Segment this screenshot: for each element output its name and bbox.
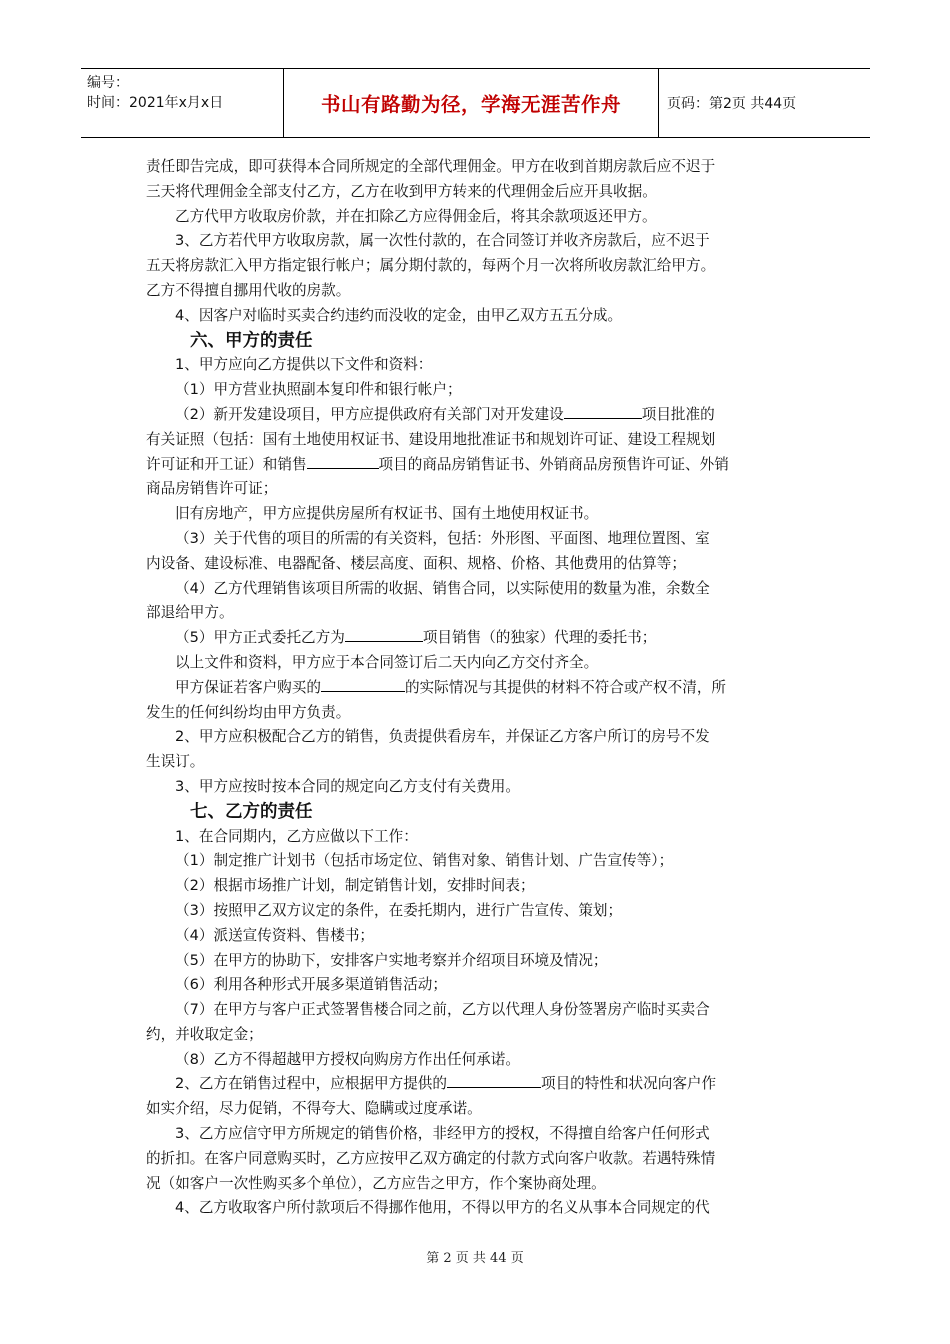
text: 2、乙方在销售过程中，应根据甲方提供的 xyxy=(175,1075,447,1093)
paragraph: 况（如客户一次性购买多个单位），乙方应告之甲方，作个案协商处理。 xyxy=(146,1174,606,1192)
paragraph: （7）在甲方与客户正式签署售楼合同之前，乙方以代理人身份签署房产临时买卖合 xyxy=(175,1001,710,1019)
blank-line xyxy=(307,454,379,469)
paragraph: 4、乙方收取客户所付款项后不得挪作他用，不得以甲方的名义从事本合同规定的代 xyxy=(175,1199,710,1217)
text: （2）新开发建设项目，甲方应提供政府有关部门对开发建设 xyxy=(175,405,564,423)
paragraph: 1、甲方应向乙方提供以下文件和资料： xyxy=(175,356,433,374)
paragraph xyxy=(146,676,806,701)
text: 项目的商品房销售证书、外销商品房预售许可证、外销 xyxy=(378,455,729,473)
text: 项目的特性和状况向客户作 xyxy=(540,1075,717,1093)
paragraph: （2）根据市场推广计划，制定销售计划，安排时间表； xyxy=(175,877,535,895)
paragraph: （1）甲方营业执照副本复印件和银行帐户； xyxy=(175,381,462,399)
blank-line xyxy=(564,404,642,419)
page-footer: 第 2 页 共 44 页 xyxy=(426,1251,524,1266)
paragraph: 约，并收取定金； xyxy=(146,1025,263,1043)
paragraph: 生误订。 xyxy=(146,753,205,771)
paragraph: （5）在甲方的协助下，安排客户实地考察并介绍项目环境及情况； xyxy=(175,951,608,969)
paragraph: （6）利用各种形式开展多渠道销售活动； xyxy=(175,976,447,994)
text: 许可证和开工证）和销售 xyxy=(146,455,307,473)
paragraph: 乙方不得擅自挪用代收的房款。 xyxy=(146,281,351,299)
paragraph: 发生的任何纠纷均由甲方负责。 xyxy=(146,703,351,721)
document-body xyxy=(146,155,806,1221)
paragraph: 3、甲方应按时按本合同的规定向乙方支付有关费用。 xyxy=(175,777,520,795)
time-label: 时间：2021年x月x日 xyxy=(87,95,224,111)
paragraph: 商品房销售许可证； xyxy=(146,480,278,498)
paragraph: （3）按照甲乙双方议定的条件，在委托期内，进行广告宣传、策划； xyxy=(175,901,623,919)
text: 甲方保证若客户购买的 xyxy=(175,678,321,696)
paragraph: 以上文件和资料，甲方应于本合同签订后二天内向乙方交付齐全。 xyxy=(175,653,599,671)
paragraph xyxy=(146,453,806,478)
paragraph: 有关证照（包括：国有土地使用权证书、建设用地批准证书和规划许可证、建设工程规划 xyxy=(146,430,716,448)
number-label: 编号： xyxy=(87,75,129,91)
paragraph: 内设备、建设标准、电器配备、楼层高度、面积、规格、价格、其他费用的估算等； xyxy=(146,554,686,572)
page-info: 页码：第2页 共44页 xyxy=(667,96,797,112)
paragraph: （4）乙方代理销售该项目所需的收据、销售合同，以实际使用的数量为准，余数全 xyxy=(175,579,710,597)
blank-line xyxy=(345,627,423,642)
paragraph: 如实介绍，尽力促销，不得夸大、隐瞒或过度承诺。 xyxy=(146,1100,482,1118)
blank-line xyxy=(447,1073,541,1088)
header-table xyxy=(81,68,870,138)
paragraph: 3、乙方应信守甲方所规定的销售价格，非经甲方的授权，不得擅自给客户任何形式 xyxy=(175,1125,710,1143)
paragraph: 五天将房款汇入甲方指定银行帐户；属分期付款的，每两个月一次将所收房款汇给甲方。 xyxy=(146,257,716,275)
section-heading: 七、乙方的责任 xyxy=(190,801,313,822)
paragraph: 乙方代甲方收取房价款，并在扣除乙方应得佣金后，将其余款项返还甲方。 xyxy=(175,207,657,225)
paragraph: 1、在合同期内，乙方应做以下工作： xyxy=(175,827,418,845)
paragraph: 的折扣。在客户同意购买时，乙方应按甲乙双方确定的付款方式向客户收款。若遇特殊情 xyxy=(146,1149,716,1167)
text: 的实际情况与其提供的材料不符合或产权不清，所 xyxy=(404,678,727,696)
text: 项目批准的 xyxy=(641,405,715,423)
paragraph xyxy=(146,1072,806,1097)
paragraph: 部退给甲方。 xyxy=(146,604,234,622)
paragraph: （4）派送宣传资料、售楼书； xyxy=(175,926,375,944)
paragraph: （8）乙方不得超越甲方授权向购房方作出任何承诺。 xyxy=(175,1050,520,1068)
text: 项目销售（的独家）代理的委托书； xyxy=(422,629,657,647)
paragraph: 责任即告完成，即可获得本合同所规定的全部代理佣金。甲方在收到首期房款后应不迟于 xyxy=(146,158,716,175)
paragraph xyxy=(146,626,806,651)
paragraph: （3）关于代售的项目的所需的有关资料，包括：外形图、平面图、地理位置图、室 xyxy=(175,529,710,547)
motto: 书山有路勤为径，学海无涯苦作舟 xyxy=(284,69,659,137)
text: （5）甲方正式委托乙方为 xyxy=(175,629,345,647)
paragraph xyxy=(146,403,806,428)
header-left-cell xyxy=(81,69,284,137)
section-heading: 六、甲方的责任 xyxy=(190,330,313,351)
paragraph: 4、因客户对临时买卖合约违约而没收的定金，由甲乙双方五五分成。 xyxy=(175,306,623,324)
paragraph: 旧有房地产，甲方应提供房屋所有权证书、国有土地使用权证书。 xyxy=(175,505,599,523)
paragraph: 三天将代理佣金全部支付乙方，乙方在收到甲方转来的代理佣金后应开具收据。 xyxy=(146,182,657,200)
paragraph: （1）制定推广计划书（包括市场定位、销售对象、销售计划、广告宣传等）； xyxy=(175,852,674,870)
blank-line xyxy=(321,677,405,692)
paragraph: 3、乙方若代甲方收取房款，属一次性付款的，在合同签订并收齐房款后，应不迟于 xyxy=(175,232,710,250)
paragraph: 2、甲方应积极配合乙方的销售，负责提供看房车，并保证乙方客户所订的房号不发 xyxy=(175,728,710,746)
